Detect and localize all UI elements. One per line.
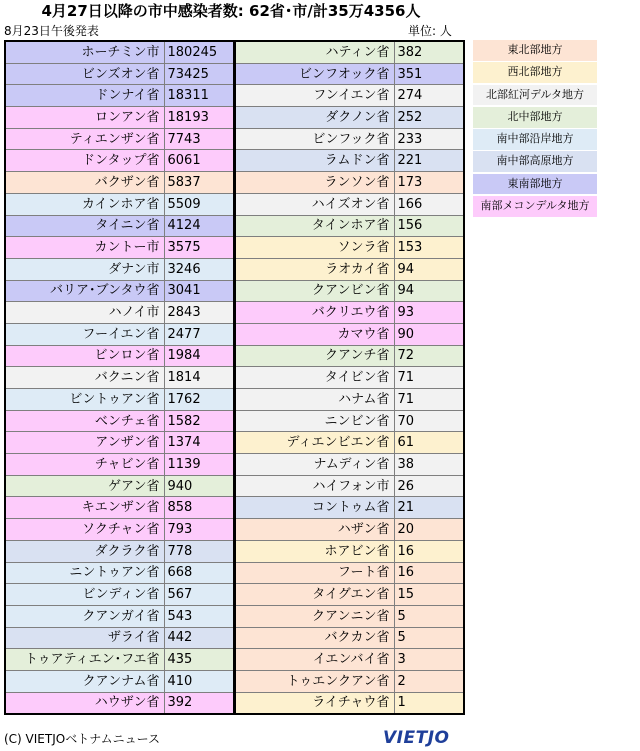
table-row bbox=[235, 497, 464, 519]
province-name: ホーチミン市 bbox=[5, 41, 164, 63]
table-row bbox=[5, 475, 234, 497]
province-name: ニントゥアン省 bbox=[5, 562, 164, 584]
province-name: クアンナム省 bbox=[5, 670, 164, 692]
province-name: アンザン省 bbox=[5, 432, 164, 454]
table-row bbox=[5, 215, 234, 237]
province-name: チャビン省 bbox=[5, 454, 164, 476]
table-row bbox=[5, 237, 234, 259]
table-row bbox=[5, 584, 234, 606]
province-name: ドンタップ省 bbox=[5, 150, 164, 172]
table-row bbox=[5, 454, 234, 476]
case-count: 16 bbox=[394, 562, 464, 584]
case-count: 3246 bbox=[164, 258, 234, 280]
province-name: ビンディン省 bbox=[5, 584, 164, 606]
case-count: 73425 bbox=[164, 63, 234, 85]
case-count: 71 bbox=[394, 389, 464, 411]
table-row bbox=[5, 605, 234, 627]
table-row bbox=[235, 107, 464, 129]
province-name: カントー市 bbox=[5, 237, 164, 259]
table-row bbox=[5, 41, 234, 63]
province-name: ニンビン省 bbox=[235, 410, 394, 432]
table-row bbox=[235, 627, 464, 649]
province-name: ビンロン省 bbox=[5, 345, 164, 367]
province-name: クアンガイ省 bbox=[5, 605, 164, 627]
case-count: 3 bbox=[394, 649, 464, 671]
case-count: 543 bbox=[164, 605, 234, 627]
case-count: 778 bbox=[164, 540, 234, 562]
table-row bbox=[5, 150, 234, 172]
province-name: ティエンザン省 bbox=[5, 128, 164, 150]
province-name: フート省 bbox=[235, 562, 394, 584]
table-row bbox=[235, 649, 464, 671]
province-name: ソンラ省 bbox=[235, 237, 394, 259]
legend-item-south-central-coast: 南中部沿岸地方 bbox=[473, 129, 597, 150]
case-count: 5509 bbox=[164, 193, 234, 215]
case-count: 5837 bbox=[164, 172, 234, 194]
table-row bbox=[235, 237, 464, 259]
table-row bbox=[235, 540, 464, 562]
table-row bbox=[5, 540, 234, 562]
case-count: 668 bbox=[164, 562, 234, 584]
province-name: タイニン省 bbox=[5, 215, 164, 237]
table-row bbox=[235, 389, 464, 411]
province-name: ハノイ市 bbox=[5, 302, 164, 324]
table-row bbox=[235, 280, 464, 302]
table-row bbox=[235, 692, 464, 714]
province-name: ビンフック省 bbox=[235, 128, 394, 150]
case-count: 5 bbox=[394, 605, 464, 627]
case-count: 90 bbox=[394, 323, 464, 345]
case-count: 166 bbox=[394, 193, 464, 215]
table-row bbox=[235, 323, 464, 345]
legend-item-northwest: 西北部地方 bbox=[473, 62, 597, 83]
legend-item-northeast: 東北部地方 bbox=[473, 40, 597, 61]
vietjo-logo: VIETJO bbox=[383, 728, 450, 748]
province-name: タイビン省 bbox=[235, 367, 394, 389]
case-count: 173 bbox=[394, 172, 464, 194]
case-count: 2 bbox=[394, 670, 464, 692]
case-count: 858 bbox=[164, 497, 234, 519]
case-count: 18193 bbox=[164, 107, 234, 129]
province-name: バクリエウ省 bbox=[235, 302, 394, 324]
table-row bbox=[235, 128, 464, 150]
case-count: 1814 bbox=[164, 367, 234, 389]
province-name: ダクノン省 bbox=[235, 107, 394, 129]
province-name: ビントゥアン省 bbox=[5, 389, 164, 411]
table-row bbox=[235, 475, 464, 497]
province-name: ザライ省 bbox=[5, 627, 164, 649]
case-count: 20 bbox=[394, 519, 464, 541]
case-count: 153 bbox=[394, 237, 464, 259]
announcement-date: 8月23日午後発表 bbox=[4, 24, 99, 38]
table-row bbox=[235, 584, 464, 606]
province-name: バクニン省 bbox=[5, 367, 164, 389]
case-count: 567 bbox=[164, 584, 234, 606]
table-row bbox=[235, 519, 464, 541]
table-row bbox=[5, 367, 234, 389]
case-count: 93 bbox=[394, 302, 464, 324]
province-name: ディエンビエン省 bbox=[235, 432, 394, 454]
case-count: 71 bbox=[394, 367, 464, 389]
case-count: 435 bbox=[164, 649, 234, 671]
table-row bbox=[5, 85, 234, 107]
case-count: 94 bbox=[394, 280, 464, 302]
province-name: ハティン省 bbox=[235, 41, 394, 63]
case-count: 5 bbox=[394, 627, 464, 649]
case-count: 72 bbox=[394, 345, 464, 367]
province-name: タイグエン省 bbox=[235, 584, 394, 606]
case-count: 274 bbox=[394, 85, 464, 107]
province-name: ランソン省 bbox=[235, 172, 394, 194]
case-count: 4124 bbox=[164, 215, 234, 237]
province-name: ベンチェ省 bbox=[5, 410, 164, 432]
province-name: トゥアティエン･フエ省 bbox=[5, 649, 164, 671]
table-row bbox=[235, 215, 464, 237]
province-name: ダクラク省 bbox=[5, 540, 164, 562]
table-row bbox=[5, 302, 234, 324]
case-count: 793 bbox=[164, 519, 234, 541]
province-name: ハイズオン省 bbox=[235, 193, 394, 215]
province-name: バリア･ブンタウ省 bbox=[5, 280, 164, 302]
table-row bbox=[235, 562, 464, 584]
table-row bbox=[5, 497, 234, 519]
case-count: 16 bbox=[394, 540, 464, 562]
case-count: 1 bbox=[394, 692, 464, 714]
case-count: 1374 bbox=[164, 432, 234, 454]
province-name: イエンバイ省 bbox=[235, 649, 394, 671]
province-name: ダナン市 bbox=[5, 258, 164, 280]
province-name: ハナム省 bbox=[235, 389, 394, 411]
case-count: 233 bbox=[394, 128, 464, 150]
table-row bbox=[235, 432, 464, 454]
case-count: 1139 bbox=[164, 454, 234, 476]
case-count: 180245 bbox=[164, 41, 234, 63]
case-count: 6061 bbox=[164, 150, 234, 172]
table-row bbox=[235, 605, 464, 627]
copyright-text: (C) VIETJOベトナムニュース bbox=[4, 732, 161, 746]
province-name: ロンアン省 bbox=[5, 107, 164, 129]
case-count: 61 bbox=[394, 432, 464, 454]
table-row bbox=[5, 627, 234, 649]
table-row bbox=[5, 172, 234, 194]
province-name: ドンナイ省 bbox=[5, 85, 164, 107]
legend-item-north-central: 北中部地方 bbox=[473, 107, 597, 128]
province-name: カインホア省 bbox=[5, 193, 164, 215]
case-count: 3041 bbox=[164, 280, 234, 302]
legend-item-central-highlands: 南中部高原地方 bbox=[473, 151, 597, 172]
table-row bbox=[235, 63, 464, 85]
table-row bbox=[235, 345, 464, 367]
table-row bbox=[5, 63, 234, 85]
table-row bbox=[235, 150, 464, 172]
table-row bbox=[5, 649, 234, 671]
cases-table-right bbox=[234, 40, 465, 715]
province-name: ラオカイ省 bbox=[235, 258, 394, 280]
case-count: 38 bbox=[394, 454, 464, 476]
case-count: 1984 bbox=[164, 345, 234, 367]
case-count: 1762 bbox=[164, 389, 234, 411]
table-row bbox=[235, 302, 464, 324]
case-count: 156 bbox=[394, 215, 464, 237]
table-row bbox=[235, 85, 464, 107]
case-count: 26 bbox=[394, 475, 464, 497]
legend-item-red-river-delta: 北部紅河デルタ地方 bbox=[473, 85, 597, 106]
table-row bbox=[5, 345, 234, 367]
table-row bbox=[5, 410, 234, 432]
table-row bbox=[5, 280, 234, 302]
table-row bbox=[235, 193, 464, 215]
case-count: 252 bbox=[394, 107, 464, 129]
province-name: ラムドン省 bbox=[235, 150, 394, 172]
table-row bbox=[5, 193, 234, 215]
case-count: 442 bbox=[164, 627, 234, 649]
table-row bbox=[5, 323, 234, 345]
table-row bbox=[5, 258, 234, 280]
province-name: ホアビン省 bbox=[235, 540, 394, 562]
case-count: 2843 bbox=[164, 302, 234, 324]
province-name: キエンザン省 bbox=[5, 497, 164, 519]
province-name: フンイエン省 bbox=[235, 85, 394, 107]
case-count: 7743 bbox=[164, 128, 234, 150]
table-row bbox=[5, 562, 234, 584]
case-count: 18311 bbox=[164, 85, 234, 107]
case-count: 15 bbox=[394, 584, 464, 606]
province-name: クアンチ省 bbox=[235, 345, 394, 367]
table-row bbox=[235, 410, 464, 432]
province-name: ナムディン省 bbox=[235, 454, 394, 476]
province-name: カマウ省 bbox=[235, 323, 394, 345]
cases-table-left bbox=[4, 40, 235, 715]
province-name: バクカン省 bbox=[235, 627, 394, 649]
case-count: 3575 bbox=[164, 237, 234, 259]
table-row bbox=[235, 367, 464, 389]
province-name: タインホア省 bbox=[235, 215, 394, 237]
province-name: ソクチャン省 bbox=[5, 519, 164, 541]
table-row bbox=[5, 692, 234, 714]
table-row bbox=[5, 107, 234, 129]
table-row bbox=[5, 519, 234, 541]
legend-item-southeast: 東南部地方 bbox=[473, 174, 597, 195]
case-count: 21 bbox=[394, 497, 464, 519]
case-count: 221 bbox=[394, 150, 464, 172]
case-count: 1582 bbox=[164, 410, 234, 432]
table-row bbox=[235, 172, 464, 194]
case-count: 392 bbox=[164, 692, 234, 714]
province-name: トゥエンクアン省 bbox=[235, 670, 394, 692]
province-name: ビンフオック省 bbox=[235, 63, 394, 85]
table-row bbox=[5, 128, 234, 150]
province-name: ハザン省 bbox=[235, 519, 394, 541]
province-name: クアンニン省 bbox=[235, 605, 394, 627]
province-name: ビンズオン省 bbox=[5, 63, 164, 85]
table-row bbox=[5, 432, 234, 454]
case-count: 2477 bbox=[164, 323, 234, 345]
province-name: クアンビン省 bbox=[235, 280, 394, 302]
case-count: 940 bbox=[164, 475, 234, 497]
case-count: 351 bbox=[394, 63, 464, 85]
province-name: ゲアン省 bbox=[5, 475, 164, 497]
page-title: 4月27日以降の市中感染者数: 62省･市/計35万4356人 bbox=[41, 2, 421, 20]
unit-label: 単位: 人 bbox=[408, 24, 452, 38]
table-row bbox=[235, 258, 464, 280]
province-name: バクザン省 bbox=[5, 172, 164, 194]
case-count: 410 bbox=[164, 670, 234, 692]
legend-item-mekong-delta: 南部メコンデルタ地方 bbox=[473, 196, 597, 217]
province-name: ハウザン省 bbox=[5, 692, 164, 714]
province-name: ハイフォン市 bbox=[235, 475, 394, 497]
table-row bbox=[235, 41, 464, 63]
region-legend bbox=[473, 40, 597, 218]
case-count: 382 bbox=[394, 41, 464, 63]
case-count: 94 bbox=[394, 258, 464, 280]
case-count: 70 bbox=[394, 410, 464, 432]
province-name: コントゥム省 bbox=[235, 497, 394, 519]
province-name: フーイエン省 bbox=[5, 323, 164, 345]
table-row bbox=[235, 454, 464, 476]
table-row bbox=[5, 670, 234, 692]
table-row bbox=[235, 670, 464, 692]
province-name: ライチャウ省 bbox=[235, 692, 394, 714]
table-row bbox=[5, 389, 234, 411]
